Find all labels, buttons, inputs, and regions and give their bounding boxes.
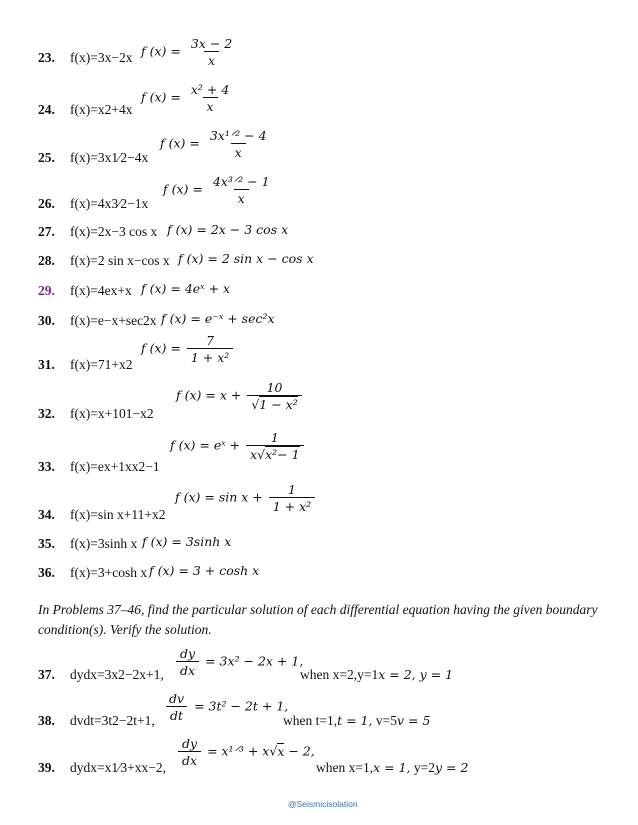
- problem-34-formula: [175, 482, 317, 514]
- problem-38-condition: [283, 713, 430, 729]
- watermark-link[interactable]: @Seismicisolation: [288, 799, 358, 809]
- problem-28-formula: f (x) = 2 sin x − cos x: [178, 251, 314, 266]
- problem-28: [38, 253, 170, 269]
- problem-text: f(x)=x2+4x: [70, 102, 133, 117]
- derivative: [178, 736, 201, 768]
- section-intro: In Problems 37–46, find the particular solution of each differential equation having the given boundary condition(s). Verify the solution.: [38, 602, 598, 637]
- problem-27: [38, 224, 157, 240]
- problem-27-formula: f (x) = 2x − 3 cos x: [167, 222, 289, 237]
- denominator: x: [234, 189, 249, 206]
- formula-lhs: f (x) =: [141, 340, 181, 356]
- problem-text: f(x)=3sinh x: [70, 536, 138, 551]
- radicand: 1 − x²: [259, 397, 298, 412]
- problem-text: f(x)=x+101−x2: [70, 406, 154, 421]
- condition-math: t = 1,: [337, 713, 373, 728]
- problem-text: dvdt=3t2−2t+1,: [70, 713, 155, 728]
- problem-29: [38, 283, 132, 299]
- problem-text: f(x)=ex+1xx2−1: [70, 459, 160, 474]
- problem-26: [38, 196, 148, 212]
- condition-math: x = 2, y = 1: [378, 667, 454, 682]
- denominator: x: [231, 143, 246, 160]
- problem-37-formula: [174, 646, 303, 678]
- problem-number: 30.: [38, 313, 55, 328]
- problem-text: f(x)=3x1⁄2−4x: [70, 150, 149, 165]
- numerator: 4x³ᐟ² − 1: [212, 174, 270, 189]
- denominator: 1 + x²: [269, 497, 315, 514]
- numerator: 1: [287, 482, 296, 497]
- formula-lhs: f (x) = x +: [176, 387, 242, 403]
- problem-number: 26.: [38, 196, 55, 211]
- problem-text: f(x)=sin x+11+x2: [70, 507, 166, 522]
- problem-text: dydx=x1⁄3+xx−2,: [70, 760, 166, 775]
- condition-text: when x=2,y=1: [300, 667, 379, 682]
- derivative: [176, 646, 199, 678]
- fraction: [269, 482, 315, 514]
- problem-34: [38, 507, 165, 523]
- problem-number: 37.: [38, 667, 55, 682]
- problem-text: f(x)=3+cosh x: [70, 565, 148, 580]
- problem-38-formula: [163, 691, 288, 723]
- denominator: 1 + x²: [187, 348, 233, 365]
- problem-number: 38.: [38, 713, 55, 728]
- problem-35: [38, 536, 137, 552]
- problem-number: 25.: [38, 150, 55, 165]
- fraction: [187, 333, 233, 365]
- condition-text-2: y=2: [410, 760, 436, 775]
- formula-rhs: = x¹ᐟ³ + x: [207, 743, 270, 759]
- problem-25-formula: [160, 128, 273, 160]
- denominator: dt: [166, 706, 187, 723]
- problem-number: 23.: [38, 50, 55, 65]
- denominator: x√x²− 1: [246, 445, 303, 462]
- condition-math: x = 1,: [373, 760, 411, 775]
- problem-number: 33.: [38, 459, 55, 474]
- problem-30-formula: f (x) = e⁻ˣ + sec²x: [161, 311, 275, 326]
- problem-39: [38, 760, 166, 776]
- problem-text: f(x)=4ex+x: [70, 283, 132, 298]
- problem-29-formula: f (x) = 4eˣ + x: [141, 281, 231, 296]
- problem-33: [38, 459, 160, 475]
- problem-number: 36.: [38, 565, 55, 580]
- condition-text: when x=1,: [316, 760, 374, 775]
- problem-32-formula: [176, 380, 304, 412]
- problem-number: 32.: [38, 406, 55, 421]
- problem-number: 34.: [38, 507, 55, 522]
- problem-32: [38, 406, 154, 422]
- problem-26-formula: [163, 174, 276, 206]
- problem-33-formula: [170, 430, 306, 462]
- condition-text-2: v=5: [372, 713, 397, 728]
- condition-math-2: v = 5: [396, 713, 431, 728]
- fraction: [246, 430, 303, 462]
- problem-37-condition: [300, 667, 453, 683]
- fraction: [187, 82, 233, 114]
- denominator: dx: [176, 661, 199, 678]
- denominator: dx: [178, 751, 201, 768]
- problem-number: 31.: [38, 357, 55, 372]
- fraction: [187, 36, 236, 68]
- problem-31: [38, 357, 132, 373]
- problem-number: 29.: [38, 283, 55, 298]
- problem-30: [38, 313, 157, 329]
- denominator: √1 − x²: [247, 395, 301, 412]
- problem-31-formula: [141, 333, 235, 365]
- problem-24: [38, 102, 132, 118]
- denominator: x: [203, 97, 218, 114]
- formula-rhs: = 3x² − 2x + 1,: [205, 653, 304, 669]
- problem-37: [38, 667, 164, 683]
- radicand: x: [277, 743, 285, 759]
- numerator: dv: [169, 691, 185, 706]
- formula-lhs: f (x) = sin x +: [175, 489, 263, 505]
- problem-23-formula: [141, 36, 238, 68]
- fraction: [206, 128, 271, 160]
- numerator: 3x − 2: [190, 36, 233, 51]
- condition-math-2: y = 2: [435, 760, 469, 775]
- numerator: 10: [266, 380, 283, 395]
- formula-lhs: f (x) =: [163, 181, 203, 197]
- fraction: [209, 174, 274, 206]
- problem-text: f(x)=71+x2: [70, 357, 133, 372]
- problem-38: [38, 713, 155, 729]
- numerator: 1: [270, 430, 279, 445]
- problem-number: 35.: [38, 536, 55, 551]
- problem-39-condition: [316, 760, 468, 776]
- denominator: x: [204, 51, 219, 68]
- formula-rhs: = 3t² − 2t + 1,: [194, 698, 289, 714]
- formula-lhs: f (x) =: [160, 135, 200, 151]
- problem-text: f(x)=2x−3 cos x: [70, 224, 158, 239]
- derivative: [165, 691, 188, 723]
- problem-number: 39.: [38, 760, 55, 775]
- problem-text: f(x)=e−x+sec2x: [70, 313, 157, 328]
- problem-number: 27.: [38, 224, 55, 239]
- radicand: x²− 1: [265, 447, 300, 462]
- numerator: dy: [180, 646, 196, 661]
- formula-lhs: f (x) =: [141, 89, 181, 105]
- problem-text: dydx=3x2−2x+1,: [70, 667, 164, 682]
- fraction: [247, 380, 301, 412]
- numerator: 3x¹ᐟ² − 4: [209, 128, 267, 143]
- numerator: x² + 4: [190, 82, 230, 97]
- problem-36-formula: f (x) = 3 + cosh x: [149, 563, 260, 578]
- problem-number: 24.: [38, 102, 55, 117]
- problem-24-formula: [141, 82, 235, 114]
- problem-text: f(x)=4x3⁄2−1x: [70, 196, 149, 211]
- condition-text: when t=1,: [283, 713, 338, 728]
- formula-rhs-tail: − 2,: [284, 743, 315, 759]
- problem-23: [38, 50, 132, 66]
- problem-39-formula: $\frac{dy}{dx}$ = x¹ᐟ³ + x√x − 2,: [176, 736, 315, 768]
- problem-text: f(x)=3x−2x: [70, 50, 133, 65]
- problem-35-formula: f (x) = 3sinh x: [142, 534, 232, 549]
- problem-25: [38, 150, 148, 166]
- problem-number: 28.: [38, 253, 55, 268]
- numerator: dy: [182, 736, 198, 751]
- problem-text: f(x)=2 sin x−cos x: [70, 253, 170, 268]
- problem-36: [38, 565, 147, 581]
- formula-lhs: f (x) =: [141, 43, 181, 59]
- numerator: 7: [206, 333, 215, 348]
- formula-lhs: f (x) = eˣ +: [170, 437, 241, 453]
